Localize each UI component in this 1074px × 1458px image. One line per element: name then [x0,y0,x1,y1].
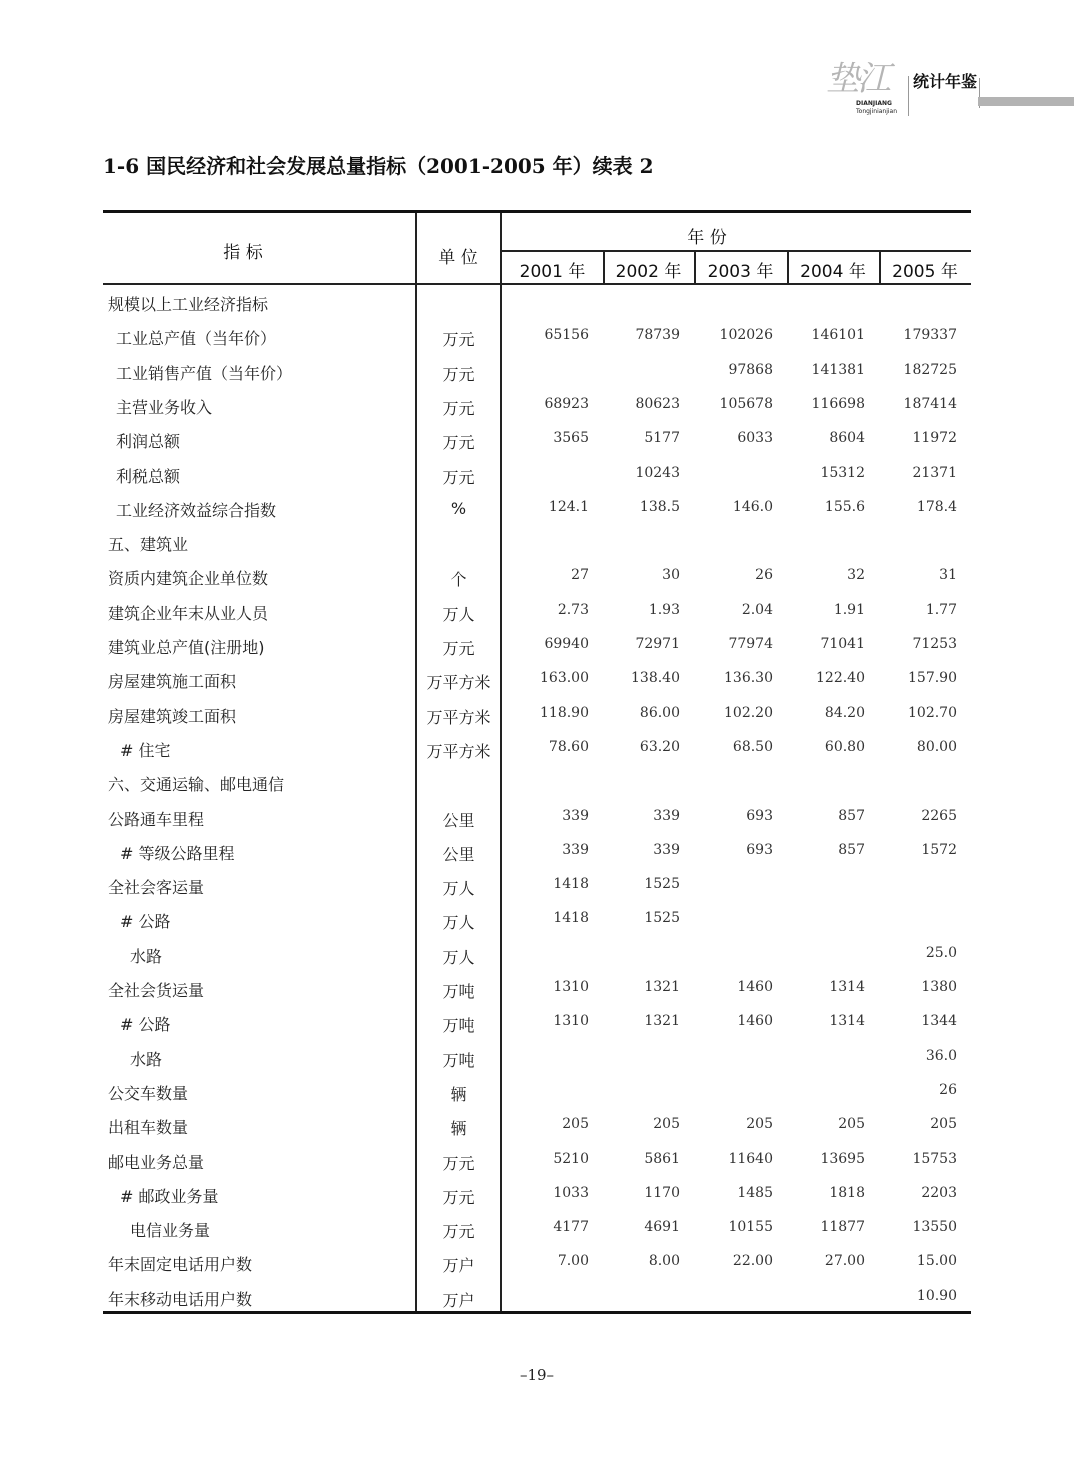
year-divider [787,251,789,284]
cell-value: 339 [562,807,589,824]
header-bottom-rule [103,283,971,285]
row-unit: 万元 [442,330,475,350]
logo-divider [908,76,909,116]
row-unit: 万人 [442,947,475,967]
row-unit: % [450,498,467,518]
cell-value: 72971 [635,636,680,652]
header-year: 2005 年 [892,262,958,282]
cell-value: 1310 [553,979,589,995]
cell-value: 2.04 [741,601,773,618]
cell-value: 80623 [635,395,680,412]
row-unit: 万元 [442,364,475,384]
cell-value: 1418 [553,876,589,893]
cell-value: 32 [847,567,865,584]
cell-value: 4691 [644,1219,680,1236]
row-unit: 辆 [450,1084,467,1104]
cell-value: 857 [838,841,865,858]
cell-value: 10155 [728,1219,773,1236]
cell-value: 3565 [553,430,589,447]
row-label: 工业经济效益综合指数 [116,500,277,520]
cell-value: 205 [653,1116,680,1133]
row-unit: 个 [450,570,467,590]
cell-value: 141381 [811,361,865,378]
cell-value: 77974 [728,636,773,652]
table-row [103,286,971,320]
table-top-rule [103,210,971,213]
row-label: 全社会客运量 [108,878,205,898]
page-title: 1-6 国民经济和社会发展总量指标（2001-2005 年）续表 2 [103,154,654,178]
year-divider [694,251,696,284]
table-row [103,560,971,594]
cell-value: 138.5 [639,498,680,515]
cell-value: 102.70 [908,704,957,721]
table-row [103,801,971,835]
cell-value: 1.93 [648,601,680,618]
cell-value: 102.20 [724,704,773,721]
cell-value: 11972 [912,430,957,447]
cell-value: 84.20 [824,704,865,721]
cell-value: 1321 [644,979,680,995]
cell-value: 80.00 [916,738,957,755]
table-row [103,389,971,423]
cell-value: 146101 [811,327,865,344]
row-unit: 万户 [442,1290,475,1310]
cell-value: 179337 [903,327,957,344]
table-row [103,732,971,766]
header-year: 2002 年 [615,262,682,282]
cell-value: 71041 [820,636,865,652]
table-row [103,835,971,869]
table-row [103,595,971,629]
table-row [103,1246,971,1280]
cell-value: 122.40 [816,670,865,687]
row-unit: 辆 [450,1119,467,1139]
row-label: 公交车数量 [108,1083,189,1103]
table-row [103,458,971,492]
header-rule [502,250,971,252]
row-label: 规模以上工业经济指标 [108,295,269,314]
cell-value: 68.50 [732,738,773,755]
cell-value: 8.00 [648,1253,680,1270]
cell-value: 2265 [921,807,957,824]
row-label: # 等级公路里程 [120,843,235,863]
cell-value: 15312 [820,464,865,481]
cell-value: 10.90 [916,1287,957,1304]
row-unit: 万平方米 [426,741,491,761]
cell-value: 124.1 [548,498,589,515]
cell-value: 31 [939,567,957,584]
row-unit: 万户 [442,1256,475,1276]
cell-value: 1460 [737,1013,773,1030]
row-label: 建筑企业年末从业人员 [108,603,269,623]
cell-value: 97868 [728,361,773,378]
cell-value: 1033 [553,1184,589,1201]
cell-value: 5861 [644,1150,680,1167]
row-label: 房屋建筑竣工面积 [108,706,237,726]
cell-value: 205 [746,1116,773,1133]
row-unit: 万平方米 [426,673,491,693]
cell-value: 205 [562,1116,589,1133]
table-row [103,1075,971,1109]
cell-value: 71253 [912,636,957,652]
table-row [103,1144,971,1178]
cell-value: 1314 [829,979,865,995]
row-unit: 万元 [442,1187,475,1207]
logo-title: 统计年鉴 [913,72,978,91]
cell-value: 1525 [644,910,680,927]
row-label: 电信业务量 [130,1221,211,1241]
table-row [103,1006,971,1040]
cell-value: 11640 [728,1150,773,1167]
header-indicator: 指 标 [223,243,263,263]
table-row [103,698,971,732]
cell-value: 13550 [912,1219,957,1236]
page-number: –19– [519,1366,555,1384]
logo-calligraphy: 垫江 [826,59,888,99]
row-label: 工业销售产值（当年价） [116,363,293,383]
cell-value: 339 [562,841,589,858]
row-unit: 万元 [442,433,475,453]
table-row [103,938,971,972]
cell-value: 693 [746,807,773,824]
cell-value: 205 [930,1116,957,1133]
table-row [103,1178,971,1212]
year-divider [603,251,605,284]
row-label: # 邮政业务量 [120,1186,219,1206]
cell-value: 1314 [829,1013,865,1030]
table-row [103,869,971,903]
cell-value: 1344 [921,1013,957,1030]
cell-value: 69940 [544,636,589,652]
row-label: 建筑业总产值(注册地) [108,638,265,657]
cell-value: 182725 [903,361,957,378]
table-row [103,526,971,560]
cell-value: 1380 [921,979,957,995]
cell-value: 1310 [553,1013,589,1030]
table-row [103,1109,971,1143]
cell-value: 157.90 [908,670,957,687]
cell-value: 205 [838,1116,865,1133]
table-row [103,423,971,457]
cell-value: 15753 [912,1150,957,1167]
cell-value: 118.90 [540,704,589,721]
row-label: 公路通车里程 [108,809,205,829]
cell-value: 5210 [553,1150,589,1167]
table-row [103,1281,971,1315]
table-row [103,766,971,800]
cell-value: 163.00 [540,670,589,687]
row-label: 水路 [130,946,163,966]
row-unit: 公里 [442,844,475,864]
cell-value: 8604 [829,430,865,447]
header-year: 2004 年 [800,262,866,282]
cell-value: 25.0 [925,944,957,961]
cell-value: 1170 [644,1184,680,1201]
cell-value: 1.77 [925,601,957,618]
cell-value: 63.20 [639,738,680,755]
row-label: 水路 [130,1049,163,1069]
row-label: 利润总额 [116,432,181,452]
table-row [103,1041,971,1075]
cell-value: 4177 [553,1219,589,1236]
cell-value: 1818 [829,1184,865,1201]
row-label: 工业总产值（当年价） [116,329,277,349]
header-bar [978,97,1074,106]
cell-value: 2203 [921,1184,957,1201]
cell-value: 10243 [635,464,680,481]
row-label: # 住宅 [120,740,171,760]
row-unit: 万吨 [442,1050,475,1070]
cell-value: 155.6 [824,498,865,515]
table-row [103,492,971,526]
cell-value: 1485 [737,1184,773,1201]
row-unit: 万人 [442,604,475,624]
row-unit: 万平方米 [426,707,491,727]
row-unit: 万吨 [442,1016,475,1036]
cell-value: 1.91 [833,601,865,618]
cell-value: 26 [755,567,773,584]
cell-value: 136.30 [724,670,773,687]
row-unit: 万吨 [442,982,475,1001]
row-unit: 万元 [442,1153,475,1173]
table-row [103,355,971,389]
cell-value: 22.00 [732,1253,773,1270]
cell-value: 21371 [912,464,957,481]
row-label: 房屋建筑施工面积 [108,672,237,692]
cell-value: 65156 [544,327,589,344]
cell-value: 36.0 [925,1047,957,1064]
cell-value: 26 [939,1081,957,1098]
row-unit: 万元 [442,639,475,658]
cell-value: 178.4 [916,498,957,515]
cell-value: 138.40 [631,670,680,687]
header-year-group: 年 份 [687,228,727,248]
row-label: 年末固定电话用户数 [108,1255,253,1275]
row-label: 六、交通运输、邮电通信 [108,775,285,795]
cell-value: 78.60 [548,738,589,755]
row-label: 出租车数量 [108,1118,189,1138]
cell-value: 60.80 [824,738,865,755]
row-label: 利税总额 [116,466,181,486]
row-unit: 万元 [442,467,475,487]
header-unit: 单 位 [438,248,478,268]
cell-value: 6033 [737,430,773,447]
cell-value: 1418 [553,910,589,927]
row-label: # 公路 [120,912,171,932]
row-unit: 万元 [442,1222,475,1242]
row-unit: 万元 [442,398,475,418]
cell-value: 146.0 [732,498,773,515]
cell-value: 1572 [921,841,957,858]
cell-value: 86.00 [639,704,680,721]
cell-value: 15.00 [916,1253,957,1270]
cell-value: 857 [838,807,865,824]
header-year: 2003 年 [707,262,774,282]
cell-value: 105678 [719,395,773,412]
cell-value: 11877 [820,1219,865,1236]
table-row [103,903,971,937]
cell-value: 339 [653,841,680,858]
row-label: 年末移动电话用户数 [108,1289,253,1309]
row-unit: 万人 [442,879,475,899]
cell-value: 102026 [719,327,773,344]
table-row [103,320,971,354]
cell-value: 27 [571,567,589,584]
cell-value: 68923 [544,395,589,412]
row-unit: 公里 [442,810,475,830]
header-year: 2001 年 [519,262,586,282]
cell-value: 30 [662,567,680,584]
cell-value: 7.00 [557,1253,589,1270]
row-label: 五、建筑业 [108,535,189,555]
row-label: # 公路 [120,1015,171,1035]
cell-value: 13695 [820,1150,865,1167]
logo-pinyin-sub: Tongjinianjian [856,108,898,115]
table-bottom-rule [103,1311,971,1314]
cell-value: 2.73 [557,601,589,618]
cell-value: 693 [746,841,773,858]
table-row [103,629,971,663]
cell-value: 1321 [644,1013,680,1030]
year-divider [879,251,881,284]
row-unit: 万人 [442,913,475,933]
yearbook-logo [826,58,986,118]
logo-pinyin: DIANJIANG [856,100,892,107]
row-label: 全社会货运量 [108,981,205,1000]
table-row [103,663,971,697]
cell-value: 339 [653,807,680,824]
cell-value: 5177 [644,430,680,447]
row-label: 资质内建筑企业单位数 [108,569,269,589]
cell-value: 78739 [635,327,680,344]
cell-value: 1525 [644,876,680,893]
row-label: 主营业务收入 [116,397,213,417]
row-label: 邮电业务总量 [108,1152,205,1172]
cell-value: 187414 [903,395,957,412]
cell-value: 27.00 [824,1253,865,1270]
table-row [103,972,971,1006]
table-row [103,1212,971,1246]
cell-value: 1460 [737,979,773,995]
cell-value: 116698 [811,395,865,412]
